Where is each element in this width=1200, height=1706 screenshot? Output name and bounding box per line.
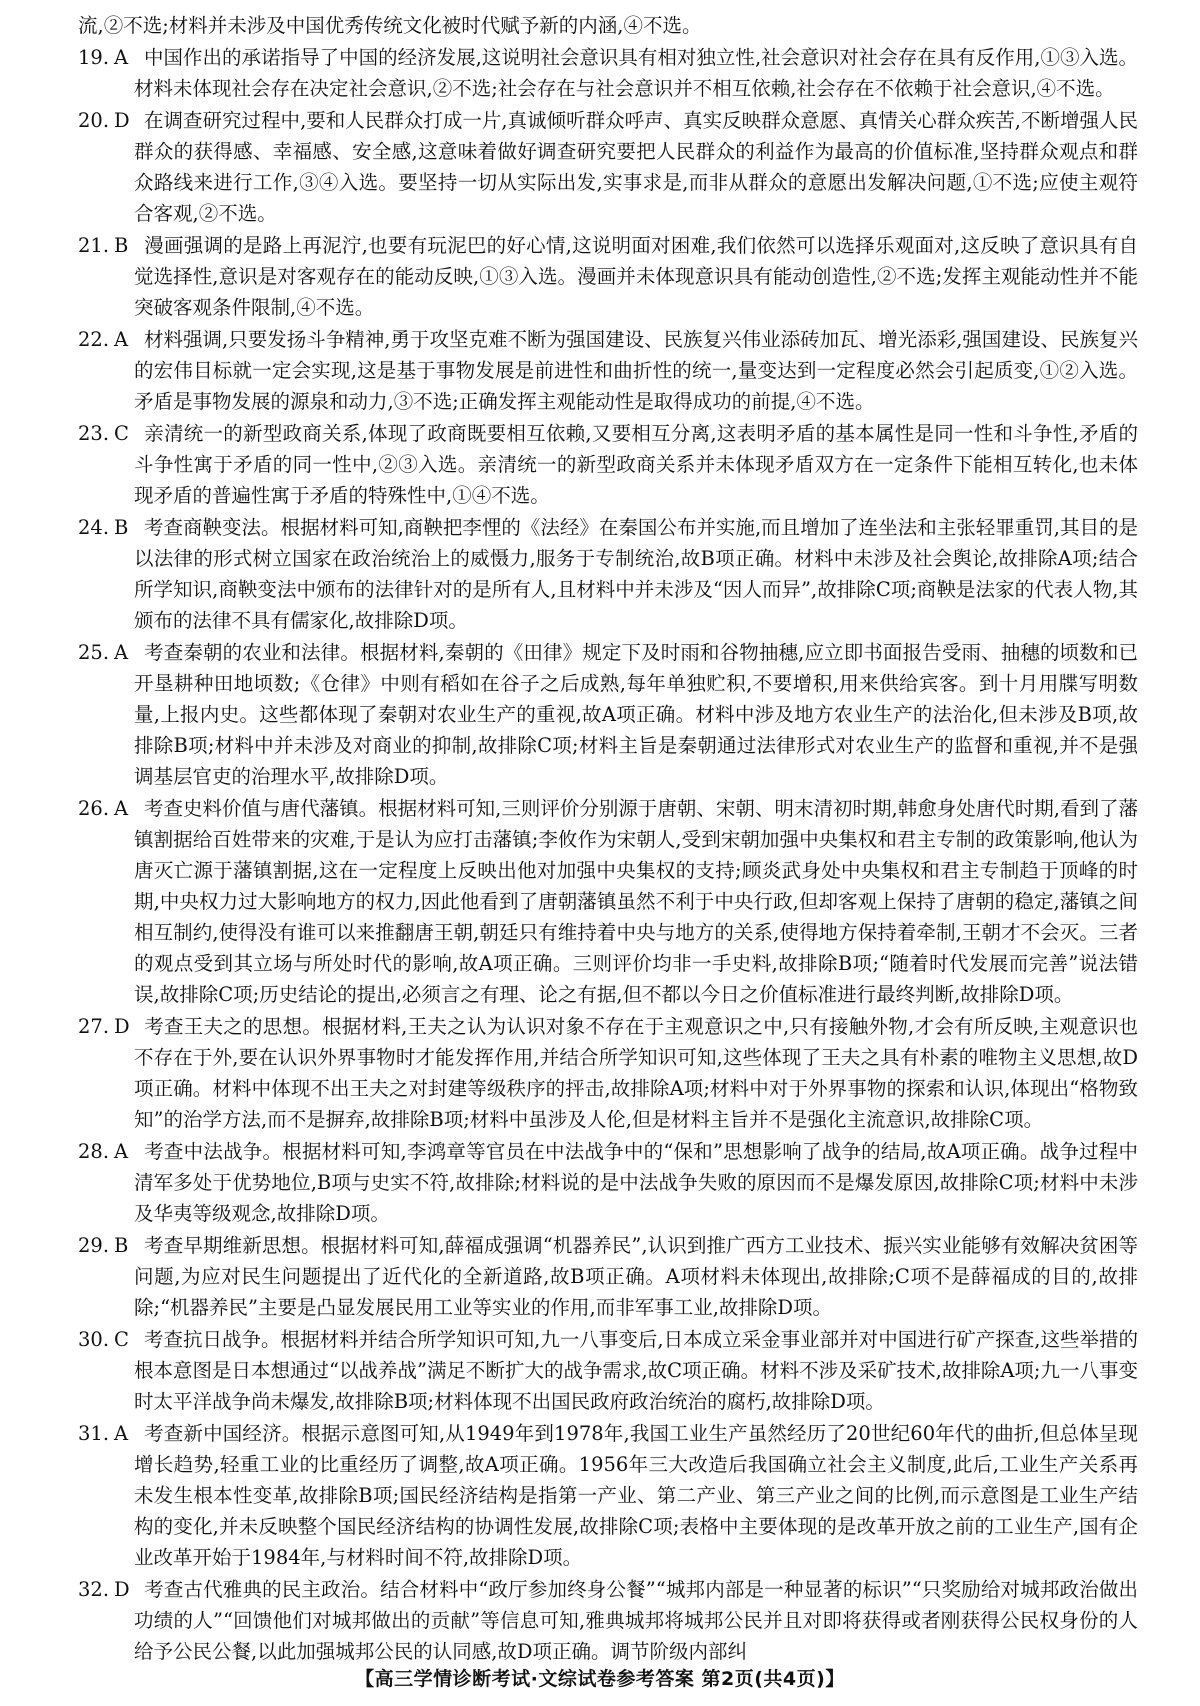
answer-item (78, 418, 1138, 511)
answer-item (78, 230, 1138, 323)
answer-letter: A (114, 641, 129, 664)
question-number: 27. (78, 1015, 110, 1038)
continued-paragraph: 流,②不选;材料并未涉及中国优秀传统文化被时代赋予新的内涵,④不选。 (78, 14, 702, 37)
explanation-text: 中国作出的承诺指导了中国的经济发展,这说明社会意识具有相对独立性,社会意识对社会存在具有反作用,①③入选。材料未体现社会存在决定社会意识,②不选;社会存在与社会意识并不相互依赖,社会存在不依赖于社会意识,④不选。 (134, 46, 1138, 100)
answer-letter: B (114, 234, 129, 257)
question-number: 20. (78, 109, 110, 132)
question-number: 21. (78, 234, 110, 257)
answer-letter: A (114, 797, 129, 820)
answer-item (78, 324, 1138, 417)
explanation-text: 考查早期维新思想。根据材料可知,薛福成强调“机器养民”,认识到推广西方工业技术、振兴实业能够有效解决贫困等问题,为应对民生问题提出了近代化的全新道路,故B项正确。A项材料未体现出,故排除;C项不是薛福成的目的,故排除;“机器养民”主要是凸显发展民用工业等实业的作用,而非军事工业,故排除D项。 (134, 1234, 1138, 1319)
explanation-text: 考查史料价值与唐代藩镇。根据材料可知,三则评价分别源于唐朝、宋朝、明末清初时期,韩愈身处唐代时期,看到了藩镇割据给百姓带来的灾难,于是认为应打击藩镇;李攸作为宋朝人,受到宋朝加强中央集权和君主专制的政策影响,他认为唐灭亡源于藩镇割据,这在一定程度上反映出他对加强中央集权的支持;顾炎武身处中央集权和君主专制趋于顶峰的时期,中央权力过大影响地方的权力,因此他看到了唐朝藩镇虽然不利于中央行政,但却客观上保持了唐朝的稳定,藩镇之间相互制约,使得没有谁可以来推翻唐王朝,朝廷只有维持着中央与地方的关系,使得地方保持着牵制,王朝才不会灭。三者的观点受到其立场与所处时代的影响,故A项正确。三则评价均非一手史料,故排除B项;“随着时代发展而完善”说法错误,故排除C项;历史结论的提出,必须言之有理、论之有据,但不都以今日之价值标准进行最终判断,故排除D项。 (134, 797, 1138, 1006)
answer-letter: B (114, 1234, 129, 1257)
question-number: 31. (78, 1422, 110, 1445)
explanation-text: 考查抗日战争。根据材料并结合所学知识可知,九一八事变后,日本成立采金事业部并对中国进行矿产探查,这些举措的根本意图是日本想通过“以战养战”满足不断扩大的战争需求,故C项正确。材料不涉及采矿技术,故排除A项;九一八事变时太平洋战争尚未爆发,故排除B项;材料体现不出国民政府政治统治的腐朽,故排除D项。 (134, 1328, 1138, 1413)
answer-item (78, 512, 1139, 636)
explanation-text: 考查秦朝的农业和法律。根据材料,秦朝的《田律》规定下及时雨和谷物抽穗,应立即书面报告受雨、抽穗的顷数和已开垦耕种田地顷数;《仓律》中则有稻如在谷子之后成熟,每年单独贮积,不要增积,用来供给宾客。到十月用牒写明数量,上报内史。这些都体现了秦朝对农业生产的重视,故A项正确。材料中涉及地方农业生产的法治化,但未涉及B项,故排除B项;材料中并未涉及对商业的抑制,故排除C项;材料主旨是秦朝通过法律形式对农业生产的监督和重视,并不是强调基层官吏的治理水平,故排除D项。 (134, 641, 1138, 788)
explanation-text: 考查王夫之的思想。根据材料,王夫之认为认识对象不存在于主观意识之中,只有接触外物,才会有所反映,主观意识也不存在于外,要在认识外界事物时才能发挥作用,并结合所学知识可知,这些体现了王夫之具有朴素的唯物主义思想,故D项正确。材料中体现不出王夫之对封建等级秩序的抨击,故排除A项;材料中对于外界事物的探索和认识,体现出“格物致知”的治学方法,而不是摒弃,故排除B项;材料中虽涉及人伦,但是材料主旨并不是强化主流意识,故排除C项。 (134, 1015, 1138, 1131)
question-number: 24. (78, 516, 110, 539)
answer-item (78, 1324, 1138, 1417)
answer-letter: C (114, 1328, 129, 1351)
explanation-text: 考查古代雅典的民主政治。结合材料中“政厅参加终身公餐”“城邦内部是一种显著的标识”“只奖励给对城邦政治做出功绩的人”“回馈他们对城邦做出的贡献”等信息可知,雅典城邦将城邦公民并且对即将获得或者刚获得公民权身份的人给予公民公餐,以此加强城邦公民的认同感,故D项正确。调节阶级内部纠 (134, 1578, 1138, 1663)
explanation-text: 考查商鞅变法。根据材料可知,商鞅把李悝的《法经》在秦国公布并实施,而且增加了连坐法和主张轻罪重罚,其目的是以法律的形式树立国家在政治统治上的威慑力,服务于专制统治,故B项正确。材料中未涉及社会舆论,故排除A项;结合所学知识,商鞅变法中颁布的法律针对的是所有人,且材料中并未涉及“因人而异”,故排除C项;商鞅是法家的代表人物,其颁布的法律不具有儒家化,故排除D项。 (134, 516, 1139, 632)
answer-item (78, 1418, 1138, 1573)
question-number: 25. (78, 641, 110, 664)
question-number: 19. (78, 46, 110, 69)
answer-item (78, 105, 1138, 229)
answer-letter: A (114, 328, 129, 351)
question-number: 28. (78, 1140, 110, 1163)
explanation-text: 漫画强调的是路上再泥泞,也要有玩泥巴的好心情,这说明面对困难,我们依然可以选择乐观面对,这反映了意识具有自觉选择性,意识是对客观存在的能动反映,①③入选。漫画并未体现意识具有能动创造性,②不选;发挥主观能动性并不能突破客观条件限制,④不选。 (134, 234, 1138, 319)
question-number: 23. (78, 422, 110, 445)
page-footer: 【高三学情诊断考试·文综试卷参考答案 第2页(共4页)】 (355, 1668, 845, 1690)
answer-letter: B (114, 516, 129, 539)
question-number: 30. (78, 1328, 110, 1351)
answer-item (78, 1230, 1138, 1323)
answer-list (78, 42, 1138, 1667)
answer-letter: D (114, 1015, 130, 1038)
explanation-text: 考查新中国经济。根据示意图可知,从1949年到1978年,我国工业生产虽然经历了20世纪60年代的曲折,但总体呈现增长趋势,轻重工业的比重经历了调整,故A项正确。1956年三大改造后我国确立社会主义制度,此后,工业生产关系再未发生根本性变革,故排除B项;国民经济结构是指第一产业、第二产业、第三产业之间的比例,而示意图是工业生产结构的变化,并未反映整个国民经济结构的协调性发展,故排除C项;表格中主要体现的是改革开放之前的工业生产,国有企业改革开始于1984年,与材料时间不符,故排除D项。 (134, 1422, 1138, 1569)
explanation-text: 考查中法战争。根据材料可知,李鸿章等官员在中法战争中的“保和”思想影响了战争的结局,故A项正确。战争过程中清军多处于优势地位,B项与史实不符,故排除;材料说的是中法战争失败的原因而不是爆发原因,故排除C项;材料中未涉及华夷等级观念,故排除D项。 (134, 1140, 1138, 1225)
explanation-text: 在调查研究过程中,要和人民群众打成一片,真诚倾听群众呼声、真实反映群众意愿、真情关心群众疾苦,不断增强人民群众的获得感、幸福感、安全感,这意味着做好调查研究要把人民群众的利益作为最高的价值标准,坚持群众观点和群众路线来进行工作,③④入选。要坚持一切从实际出发,实事求是,而非从群众的意愿出发解决问题,①不选;应使主观符合客观,②不选。 (134, 109, 1138, 225)
answer-letter: D (114, 1578, 130, 1601)
answer-letter: A (114, 46, 129, 69)
answer-letter: A (114, 1422, 129, 1445)
answer-letter: C (114, 422, 129, 445)
answer-item (78, 42, 1138, 104)
question-number: 29. (78, 1234, 110, 1257)
answer-item (78, 793, 1138, 1010)
explanation-text: 亲清统一的新型政商关系,体现了政商既要相互依赖,又要相互分离,这表明矛盾的基本属性是同一性和斗争性,矛盾的斗争性寓于矛盾的同一性中,②③入选。亲清统一的新型政商关系并未体现矛盾双方在一定条件下能相互转化,也未体现矛盾的普遍性寓于矛盾的特殊性中,①④不选。 (134, 422, 1138, 507)
question-number: 22. (78, 328, 110, 351)
answer-item (78, 1011, 1138, 1135)
answer-item (78, 1574, 1138, 1667)
question-number: 32. (78, 1578, 110, 1601)
answer-document (78, 10, 1138, 1668)
question-number: 26. (78, 797, 110, 820)
answer-item (78, 637, 1138, 792)
answer-letter: A (114, 1140, 129, 1163)
answer-item (78, 1136, 1138, 1229)
answer-letter: D (114, 109, 130, 132)
explanation-text: 材料强调,只要发扬斗争精神,勇于攻坚克难不断为强国建设、民族复兴伟业添砖加瓦、增光添彩,强国建设、民族复兴的宏伟目标就一定会实现,这是基于事物发展是前进性和曲折性的统一,量变达到一定程度必然会引起质变,①②入选。矛盾是事物发展的源泉和动力,③不选;正确发挥主观能动性是取得成功的前提,④不选。 (134, 328, 1138, 413)
